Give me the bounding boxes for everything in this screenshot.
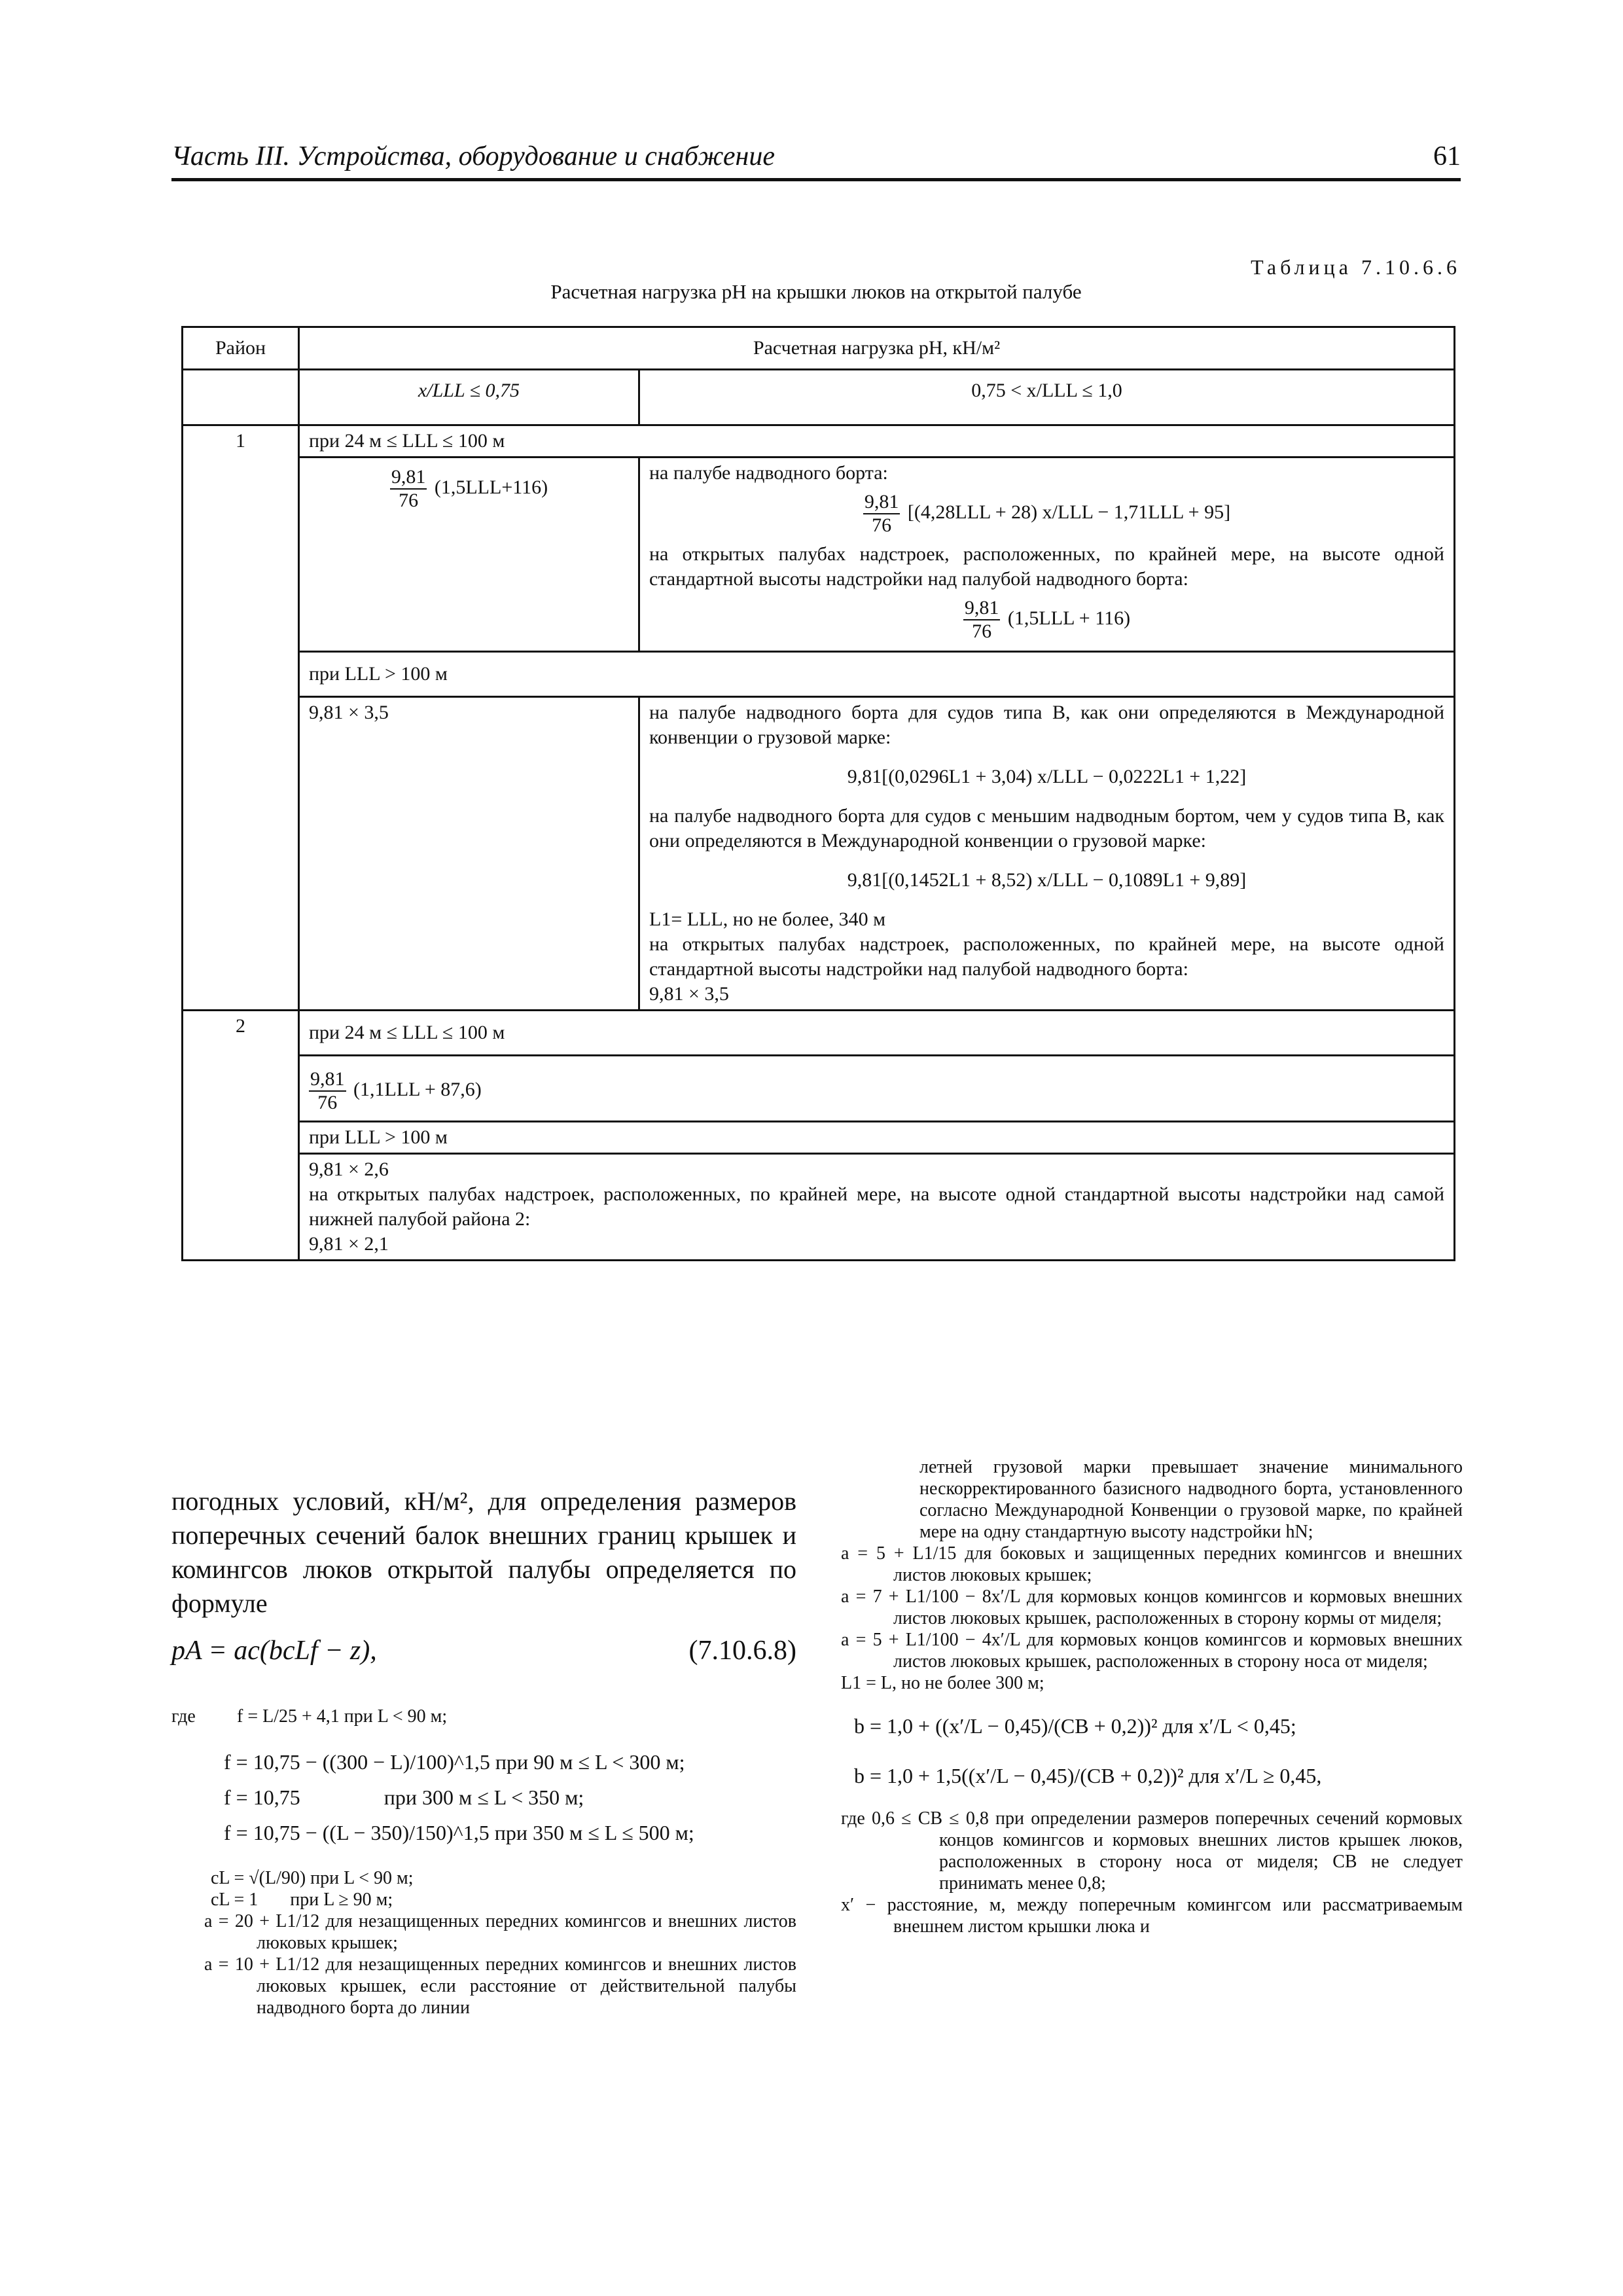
col-header-load: Расчетная нагрузка pH, кН/м² <box>299 327 1455 370</box>
definition-b2: b = 1,0 + 1,5((x′/L − 0,45)/(CB + 0,2))² для x′/L ≥ 0,45, <box>854 1764 1322 1787</box>
definition-c2: cL = 1 при L ≥ 90 м; <box>211 1890 393 1910</box>
col-header-region: Район <box>183 327 299 370</box>
equation: pA = ac(bcLf − z), <box>171 1636 377 1666</box>
subheader-left: x/LLL ≤ 0,75 <box>299 370 639 425</box>
fraction: $\frac{9,81}{76}$ <box>310 1068 345 1113</box>
range-label: при 24 м ≤ LLL ≤ 100 м <box>299 1011 1455 1056</box>
table-row <box>183 1154 1455 1261</box>
load-table <box>181 326 1455 1261</box>
region1-a-left <box>299 457 639 652</box>
table-row <box>183 652 1455 697</box>
region-number: 2 <box>183 1011 299 1261</box>
left-column <box>171 1484 796 2018</box>
page-number: 61 <box>1433 141 1461 171</box>
formula: $\frac{9,81}{76}$ (1,5LLL+116) <box>391 466 548 511</box>
fraction: $\frac{9,81}{76}$ <box>964 597 999 642</box>
table-label: Таблица 7.10.6.6 <box>1251 255 1461 279</box>
definition-f1: f = L/25 + 4,1 при L < 90 м; <box>237 1706 448 1727</box>
definition-f4: f = 10,75 − ((L − 350)/150)^1,5 при 350 м ≤ L ≤ 500 м; <box>224 1821 694 1844</box>
intro-paragraph: погодных условий, кН/м², для определения размеров поперечных сечений балок внешних границ крышек и комингсов люков открытой палубы определяется по формуле <box>171 1486 796 1618</box>
definition-a1: a = 20 + L1/12 для незащищенных передних комингсов и внешних листов люковых крышек; <box>204 1911 796 1953</box>
subheader-right: 0,75 < x/LLL ≤ 1,0 <box>639 370 1455 425</box>
region2-a: $\frac{9,81}{76}$ (1,1LLL + 87,6) <box>299 1056 1455 1122</box>
continuation-paragraph: летней грузовой марки превышает значение минимального нескорректированного базисного надводного борта, установленного согласно Международной Конвенции о грузовой марке, по крайней мере на одну стандартную высоту надстройки hN; <box>919 1457 1463 1542</box>
table-row <box>183 697 1455 1011</box>
formula: $\frac{9,81}{76}$ [(4,28LLL + 28) x/LLL − 1,71LLL + 95] <box>864 491 1231 536</box>
definition-f2: f = 10,75 − ((300 − L)/100)^1,5 при 90 м ≤ L < 300 м; <box>224 1750 685 1774</box>
range-label: при 24 м ≤ LLL ≤ 100 м <box>299 425 1455 457</box>
definition-a2: a = 10 + L1/12 для незащищенных передних комингсов и внешних листов люковых крышек, если расстояние от действительной палубы надводного борта до линии <box>204 1954 796 2018</box>
definition-l1: L1 = L, но не более 300 м; <box>841 1673 1044 1693</box>
definition-c1: cL = √(L/90) при L < 90 м; <box>211 1868 414 1888</box>
definition-b1: b = 1,0 + ((x′/L − 0,45)/(CB + 0,2))² для x′/L < 0,45; <box>854 1714 1296 1738</box>
definition-a4: a = 7 + L1/100 − 8x′/L для кормовых концов комингсов и кормовых внешних листов люковых крышек, расположенных в сторону кормы от миделя; <box>841 1587 1463 1628</box>
page-header-title: Часть III. Устройства, оборудование и снабжение <box>171 141 775 171</box>
range-label: при LLL > 100 м <box>299 1122 1455 1154</box>
definition-a5: a = 5 + L1/100 − 4x′/L для кормовых концов комингсов и кормовых внешних листов люковых крышек, расположенных в сторону носа от миделя; <box>841 1630 1463 1672</box>
table-row <box>183 457 1455 652</box>
region1-b-left: 9,81 × 3,5 <box>299 697 639 1011</box>
definitions <box>171 1706 796 2018</box>
formula: $\frac{9,81}{76}$ (1,5LLL + 116) <box>964 597 1131 642</box>
right-column <box>841 1456 1463 1937</box>
table-row <box>183 425 1455 457</box>
definition-f3: f = 10,75 при 300 м ≤ L < 350 м; <box>224 1785 584 1809</box>
table-row <box>183 1122 1455 1154</box>
equation-line <box>171 1635 796 1666</box>
region1-a-right: на палубе надводного борта: $\frac{9,81}{76}$ [(4,28LLL + 28) x/LLL − 1,71LLL + 95] на открытых палубах надстроек, расположенных, по крайней мере, на высоте одной стандартной высоты надстройки над палубой надводного борта: $\frac{9,81}{76}$ (1,5LLL + 116) <box>639 457 1455 652</box>
where-label: где <box>171 1706 196 1727</box>
table-subheader-row <box>183 370 1455 425</box>
fraction: $\frac{9,81}{76}$ <box>391 466 426 511</box>
region2-b: 9,81 × 2,6 на открытых палубах надстроек, расположенных, по крайней мере, на высоте одной стандартной высоты надстройки над самой нижней палубой района 2: 9,81 × 2,1 <box>299 1154 1455 1261</box>
definition-cb: где 0,6 ≤ CB ≤ 0,8 при определении размеров поперечных сечений кормовых концов комингсов и кормовых внешних листов крышек люков, расположенных в сторону носа от миделя; CB не следует принимать менее 0,8; <box>841 1808 1463 1893</box>
table-row <box>183 1056 1455 1122</box>
definition-a3: a = 5 + L1/15 для боковых и защищенных передних комингсов и внешних листов люковых крышек; <box>841 1543 1463 1585</box>
region-number: 1 <box>183 425 299 1011</box>
range-label: при LLL > 100 м <box>299 652 1455 697</box>
region1-b-right: на палубе надводного борта для судов типа В, как они определяются в Международной конвенции о грузовой марке: 9,81[(0,0296L1 + 3,04) x/LLL − 0,0222L1 + 1,22] на палубе надводного борта для судов с меньшим надводным бортом, чем у судов типа В, как они определяются в Международной конвенции о грузовой марке: 9,81[(0,1452L1 + 8,52) x/LLL − 0,1089L1 + 9,89] L1= LLL, но не более, 340 м на открытых палубах надстроек, расположенных, по крайней мере, на высоте одной стандартной высоты надстройки над палубой надводного борта: 9,81 × 3,5 <box>639 697 1455 1011</box>
equation-number: (7.10.6.8) <box>688 1636 796 1666</box>
table-caption: Расчетная нагрузка pH на крышки люков на открытой палубе <box>550 280 1082 303</box>
table-row <box>183 1011 1455 1056</box>
header-rule <box>171 178 1461 181</box>
definition-x: x′ − расстояние, м, между поперечным комингсом или рассматриваемым внешнем листом крышки люка и <box>841 1895 1463 1937</box>
fraction: $\frac{9,81}{76}$ <box>864 491 899 536</box>
table-header-row <box>183 327 1455 370</box>
